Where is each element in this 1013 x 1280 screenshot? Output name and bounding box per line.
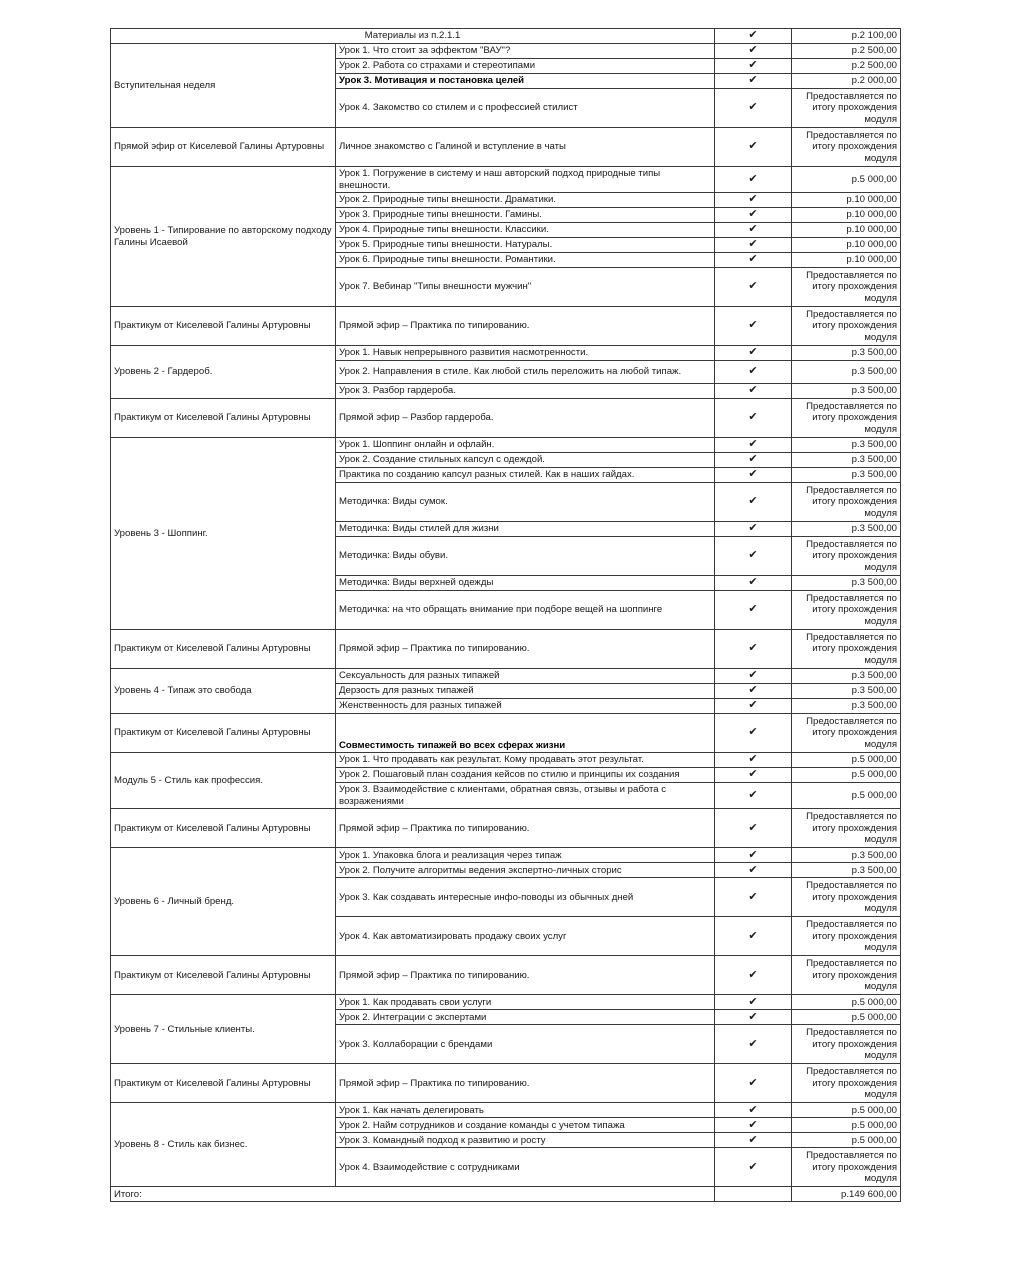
price-value: р.3 500,00: [792, 699, 901, 714]
price-note: Предоставляется по итогу прохождения модуля: [792, 956, 901, 995]
price-note: Предоставляется по итогу прохождения модуля: [792, 483, 901, 522]
table-row: [111, 167, 901, 193]
price-value: р.3 500,00: [792, 438, 901, 453]
lesson-title: Урок 4. Как автоматизировать продажу своих услуг: [336, 917, 715, 956]
check-icon: ✔: [715, 89, 792, 128]
check-icon: ✔: [715, 128, 792, 167]
price-note: Предоставляется по итогу прохождения модуля: [792, 714, 901, 753]
check-icon: ✔: [715, 399, 792, 438]
price-value: р.3 500,00: [792, 468, 901, 483]
lesson-title: Женственность для разных типажей: [336, 699, 715, 714]
check-icon: ✔: [715, 956, 792, 995]
lesson-title: Методичка: Виды верхней одежды: [336, 576, 715, 591]
check-icon: ✔: [715, 167, 792, 193]
check-icon: ✔: [715, 669, 792, 684]
table-row: [111, 630, 901, 669]
price-note: Предоставляется по итогу прохождения модуля: [792, 1148, 901, 1187]
lesson-title: Урок 1. Что продавать как результат. Кому продавать этот результат.: [336, 753, 715, 768]
lesson-title: Урок 3. Коллаборации с брендами: [336, 1025, 715, 1064]
section-title: Прямой эфир от Киселевой Галины Артуровны: [111, 128, 336, 167]
check-icon: ✔: [715, 522, 792, 537]
price-value: р.3 500,00: [792, 453, 901, 468]
check-icon: ✔: [715, 699, 792, 714]
lesson-title: Прямой эфир – Практика по типированию.: [336, 630, 715, 669]
check-icon: ✔: [715, 995, 792, 1010]
check-icon: ✔: [715, 193, 792, 208]
check-icon: ✔: [715, 208, 792, 223]
check-icon: ✔: [715, 537, 792, 576]
intro-price: р.2 100,00: [792, 29, 901, 44]
table-row: [111, 438, 901, 453]
check-icon: ✔: [715, 44, 792, 59]
price-note: Предоставляется по итогу прохождения модуля: [792, 1025, 901, 1064]
lesson-title: Урок 2. Получите алгоритмы ведения экспертно-личных сторис: [336, 863, 715, 878]
price-value: р.3 500,00: [792, 669, 901, 684]
total-value: р.149 600,00: [792, 1187, 901, 1202]
table-row: [111, 1064, 901, 1103]
lesson-title: Урок 5. Природные типы внешности. Натуралы.: [336, 238, 715, 253]
lesson-title: Урок 1. Что стоит за эффектом "ВАУ"?: [336, 44, 715, 59]
lesson-title: Урок 1. Как продавать свои услуги: [336, 995, 715, 1010]
section-title: Практикум от Киселевой Галины Артуровны: [111, 714, 336, 753]
price-value: р.2 500,00: [792, 44, 901, 59]
check-icon: ✔: [715, 630, 792, 669]
section-title: Уровень 1 - Типирование по авторскому подходу Галины Исаевой: [111, 167, 336, 307]
lesson-title: Прямой эфир – Практика по типированию.: [336, 956, 715, 995]
lesson-title: Урок 3. Природные типы внешности. Гамины.: [336, 208, 715, 223]
price-value: р.5 000,00: [792, 1103, 901, 1118]
table-row: [111, 307, 901, 346]
table-row: [111, 669, 901, 684]
check-icon: ✔: [715, 268, 792, 307]
section-title: Уровень 3 - Шоппинг.: [111, 438, 336, 630]
lesson-title: Урок 2. Создание стильных капсул с одеждой.: [336, 453, 715, 468]
section-title: Уровень 6 - Личный бренд.: [111, 848, 336, 956]
check-icon: ✔: [715, 753, 792, 768]
table-row: [111, 1103, 901, 1118]
check-icon: ✔: [715, 591, 792, 630]
check-icon: ✔: [715, 438, 792, 453]
check-icon: ✔: [715, 809, 792, 848]
lesson-title: Прямой эфир – Разбор гардероба.: [336, 399, 715, 438]
table-row: [111, 995, 901, 1010]
price-note: Предоставляется по итогу прохождения модуля: [792, 809, 901, 848]
lesson-title: Урок 4. Закомство со стилем и с профессией стилист: [336, 89, 715, 128]
lesson-title: Урок 7. Вебинар "Типы внешности мужчин": [336, 268, 715, 307]
price-note: Предоставляется по итогу прохождения модуля: [792, 1064, 901, 1103]
check-icon: ✔: [715, 863, 792, 878]
section-title: Уровень 7 - Стильные клиенты.: [111, 995, 336, 1064]
section-title: Практикум от Киселевой Галины Артуровны: [111, 630, 336, 669]
price-value: р.5 000,00: [792, 1118, 901, 1133]
table-row: [111, 848, 901, 863]
price-note: Предоставляется по итогу прохождения модуля: [792, 89, 901, 128]
table-body: [111, 29, 901, 1187]
price-value: р.5 000,00: [792, 1133, 901, 1148]
check-icon: ✔: [715, 1133, 792, 1148]
course-price-table: [110, 28, 901, 1202]
section-title: Уровень 8 - Стиль как бизнес.: [111, 1103, 336, 1187]
lesson-title: Урок 2. Направления в стиле. Как любой стиль переложить на любой типаж.: [336, 361, 715, 384]
price-note: Предоставляется по итогу прохождения модуля: [792, 878, 901, 917]
check-icon: ✔: [715, 714, 792, 753]
check-icon: ✔: [715, 1010, 792, 1025]
check-icon: ✔: [715, 253, 792, 268]
lesson-title: Урок 3. Мотивация и постановка целей: [336, 74, 715, 89]
section-title: Практикум от Киселевой Галины Артуровны: [111, 307, 336, 346]
check-icon: ✔: [715, 684, 792, 699]
price-note: Предоставляется по итогу прохождения модуля: [792, 128, 901, 167]
total-empty-cell: [715, 1187, 792, 1202]
section-title: Уровень 4 - Типаж это свобода: [111, 669, 336, 714]
price-note: Предоставляется по итогу прохождения модуля: [792, 399, 901, 438]
total-row: [111, 1187, 901, 1202]
lesson-title: Урок 4. Природные типы внешности. Классики.: [336, 223, 715, 238]
table-row: [111, 809, 901, 848]
check-icon: ✔: [715, 1025, 792, 1064]
total-label: Итого:: [111, 1187, 715, 1202]
table-row: [111, 399, 901, 438]
table-row: [111, 44, 901, 59]
price-value: р.10 000,00: [792, 253, 901, 268]
check-icon: ✔: [715, 468, 792, 483]
lesson-title: Прямой эфир – Практика по типированию.: [336, 1064, 715, 1103]
lesson-title: Методичка: на что обращать внимание при подборе вещей на шоппинге: [336, 591, 715, 630]
table-row: [111, 128, 901, 167]
lesson-title: Урок 1. Погружение в систему и наш авторский подход природные типы внешности.: [336, 167, 715, 193]
check-icon: ✔: [715, 307, 792, 346]
price-value: р.3 500,00: [792, 346, 901, 361]
lesson-title: Прямой эфир – Практика по типированию.: [336, 809, 715, 848]
section-title: Практикум от Киселевой Галины Артуровны: [111, 399, 336, 438]
price-value: р.3 500,00: [792, 384, 901, 399]
check-icon: ✔: [715, 74, 792, 89]
price-value: р.10 000,00: [792, 193, 901, 208]
lesson-title: Сексуальность для разных типажей: [336, 669, 715, 684]
check-icon: ✔: [715, 1118, 792, 1133]
price-value: р.3 500,00: [792, 361, 901, 384]
check-icon: ✔: [715, 848, 792, 863]
lesson-title: Урок 1. Шоппинг онлайн и офлайн.: [336, 438, 715, 453]
check-icon: ✔: [715, 384, 792, 399]
check-icon: ✔: [715, 361, 792, 384]
lesson-title: Методичка: Виды обуви.: [336, 537, 715, 576]
check-icon: ✔: [715, 576, 792, 591]
price-value: р.5 000,00: [792, 783, 901, 809]
price-value: р.5 000,00: [792, 753, 901, 768]
price-value: р.5 000,00: [792, 768, 901, 783]
lesson-title: Урок 3. Разбор гардероба.: [336, 384, 715, 399]
section-title: Уровень 2 - Гардероб.: [111, 346, 336, 399]
lesson-title: Методичка: Виды сумок.: [336, 483, 715, 522]
table-row: [111, 346, 901, 361]
check-icon: ✔: [715, 59, 792, 74]
intro-row: [111, 29, 901, 44]
price-value: р.10 000,00: [792, 238, 901, 253]
lesson-title: Личное знакомство с Галиной и вступление в чаты: [336, 128, 715, 167]
price-note: Предоставляется по итогу прохождения модуля: [792, 268, 901, 307]
check-icon: ✔: [715, 238, 792, 253]
price-value: р.3 500,00: [792, 848, 901, 863]
check-icon: ✔: [715, 1148, 792, 1187]
check-icon: ✔: [715, 29, 792, 44]
lesson-title: Совместимость типажей во всех сферах жизни: [336, 714, 715, 753]
price-value: р.2 000,00: [792, 74, 901, 89]
lesson-title: Урок 3. Командный подход к развитию и росту: [336, 1133, 715, 1148]
lesson-title: Урок 3. Как создавать интересные инфо-поводы из обычных дней: [336, 878, 715, 917]
price-value: р.3 500,00: [792, 684, 901, 699]
lesson-title: Урок 2. Найм сотрудников и создание команды с учетом типажа: [336, 1118, 715, 1133]
check-icon: ✔: [715, 783, 792, 809]
price-value: р.2 500,00: [792, 59, 901, 74]
section-title: Вступительная неделя: [111, 44, 336, 128]
price-note: Предоставляется по итогу прохождения модуля: [792, 307, 901, 346]
section-title: Практикум от Киселевой Галины Артуровны: [111, 956, 336, 995]
price-note: Предоставляется по итогу прохождения модуля: [792, 591, 901, 630]
price-value: р.5 000,00: [792, 167, 901, 193]
lesson-title: Урок 2. Работа со страхами и стереотипами: [336, 59, 715, 74]
lesson-title: Урок 2. Природные типы внешности. Драматики.: [336, 193, 715, 208]
check-icon: ✔: [715, 878, 792, 917]
section-title: Практикум от Киселевой Галины Артуровны: [111, 809, 336, 848]
price-value: р.3 500,00: [792, 863, 901, 878]
lesson-title: Практика по созданию капсул разных стилей. Как в наших гайдах.: [336, 468, 715, 483]
check-icon: ✔: [715, 346, 792, 361]
price-note: Предоставляется по итогу прохождения модуля: [792, 917, 901, 956]
table-row: [111, 753, 901, 768]
check-icon: ✔: [715, 223, 792, 238]
price-value: р.5 000,00: [792, 995, 901, 1010]
price-note: Предоставляется по итогу прохождения модуля: [792, 630, 901, 669]
price-value: р.10 000,00: [792, 223, 901, 238]
check-icon: ✔: [715, 483, 792, 522]
check-icon: ✔: [715, 917, 792, 956]
price-value: р.3 500,00: [792, 522, 901, 537]
lesson-title: Урок 1. Навык непрерывного развития насмотренности.: [336, 346, 715, 361]
table-row: [111, 956, 901, 995]
lesson-title: Урок 3. Взаимодействие с клиентами, обратная связь, отзывы и работа с возражениями: [336, 783, 715, 809]
price-note: Предоставляется по итогу прохождения модуля: [792, 537, 901, 576]
intro-title: Материалы из п.2.1.1: [111, 29, 715, 44]
lesson-title: Урок 2. Интеграции с экспертами: [336, 1010, 715, 1025]
check-icon: ✔: [715, 453, 792, 468]
lesson-title: Урок 6. Природные типы внешности. Романтики.: [336, 253, 715, 268]
price-value: р.5 000,00: [792, 1010, 901, 1025]
lesson-title: Урок 4. Взаимодействие с сотрудниками: [336, 1148, 715, 1187]
check-icon: ✔: [715, 768, 792, 783]
price-value: р.10 000,00: [792, 208, 901, 223]
check-icon: ✔: [715, 1064, 792, 1103]
lesson-title: Дерзость для разных типажей: [336, 684, 715, 699]
lesson-title: Урок 1. Упаковка блога и реализация через типаж: [336, 848, 715, 863]
section-title: Практикум от Киселевой Галины Артуровны: [111, 1064, 336, 1103]
lesson-title: Прямой эфир – Практика по типированию.: [336, 307, 715, 346]
lesson-title: Методичка: Виды стилей для жизни: [336, 522, 715, 537]
lesson-title: Урок 2. Пошаговый план создания кейсов по стилю и принципы их создания: [336, 768, 715, 783]
lesson-title: Урок 1. Как начать делегировать: [336, 1103, 715, 1118]
price-value: р.3 500,00: [792, 576, 901, 591]
section-title: Модуль 5 - Стиль как профессия.: [111, 753, 336, 809]
table-row: [111, 714, 901, 753]
check-icon: ✔: [715, 1103, 792, 1118]
